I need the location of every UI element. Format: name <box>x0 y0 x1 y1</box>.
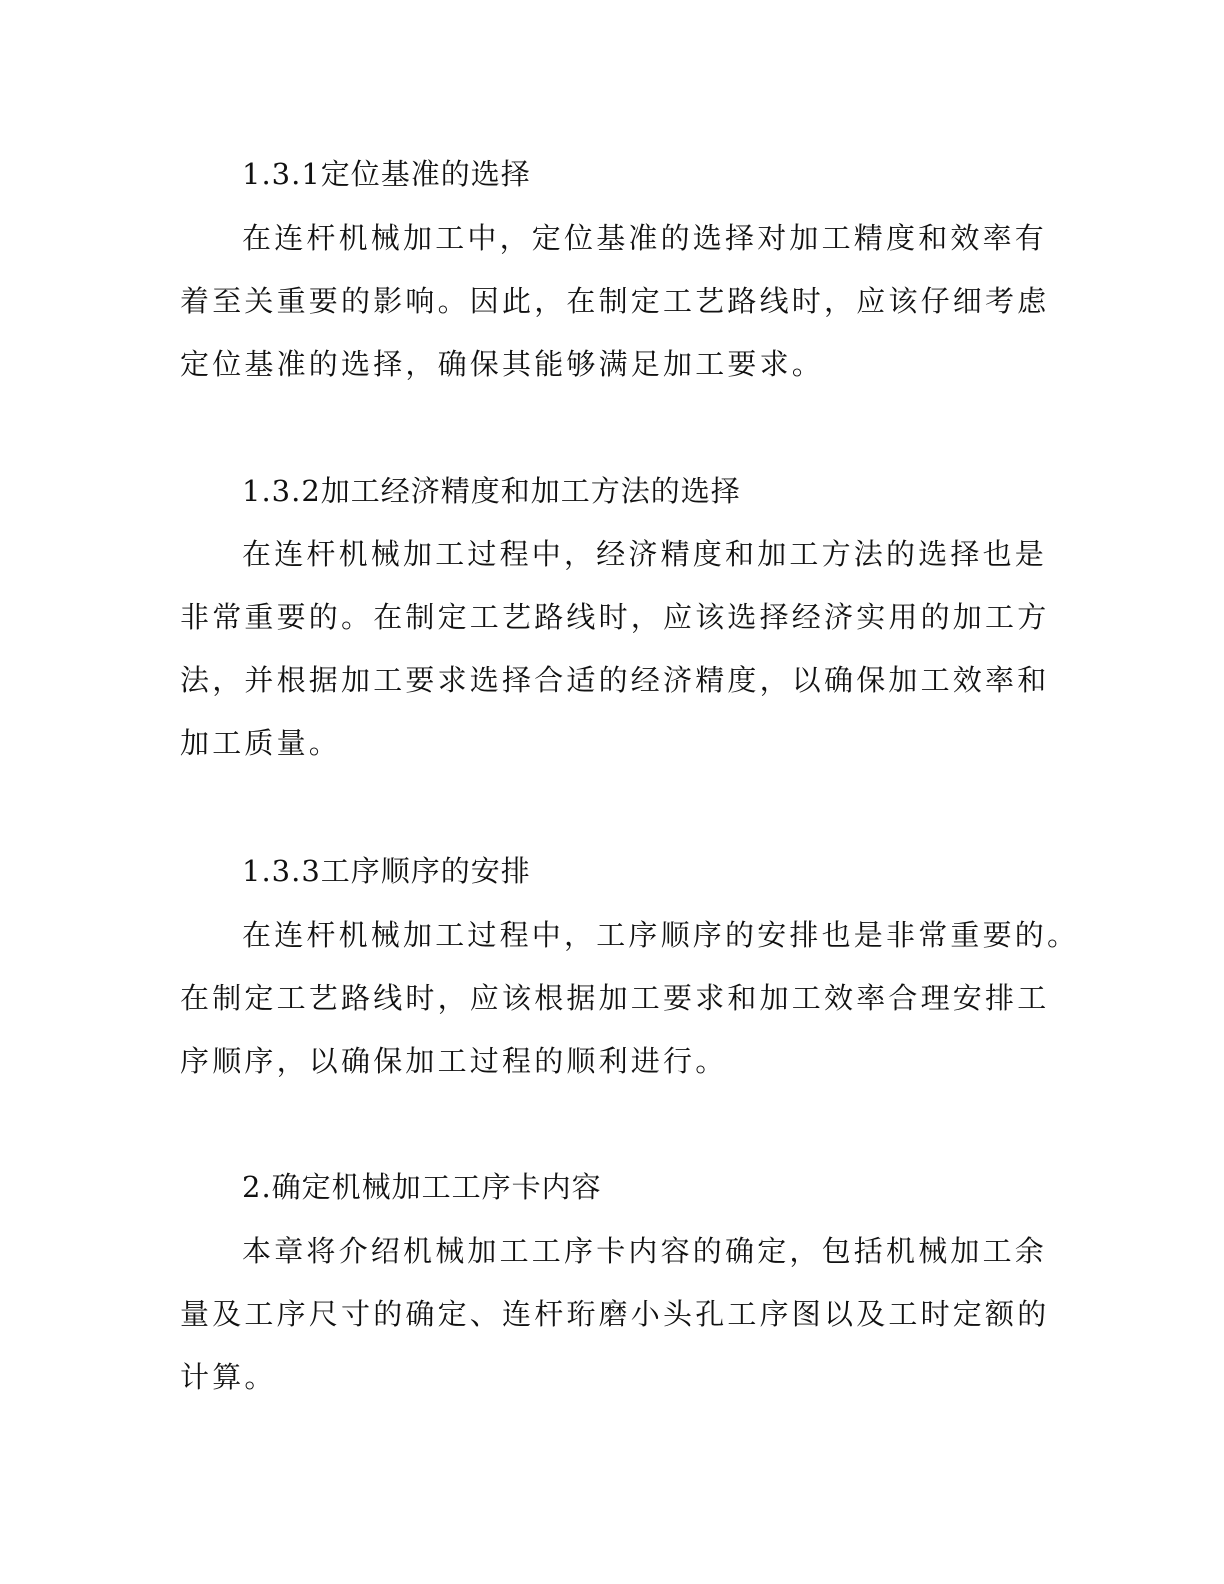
paragraph-line: 在制定工艺路线时，应该根据加工要求和加工效率合理安排工 <box>180 981 1050 1015</box>
paragraph-line: 量及工序尺寸的确定、连杆珩磨小头孔工序图以及工时定额的 <box>180 1297 1050 1331</box>
section-heading-1-3-3: 1.3.3工序顺序的安排 <box>242 854 531 888</box>
paragraph-line: 加工质量。 <box>180 726 342 760</box>
section-heading-2: 2.确定机械加工工序卡内容 <box>242 1170 602 1204</box>
section-paragraph-1-3-3 <box>180 904 1080 1093</box>
paragraph-line: 本章将介绍机械加工工序卡内容的确定，包括机械加工余 <box>242 1234 1048 1268</box>
paragraph-line: 非常重要的。在制定工艺路线时，应该选择经济实用的加工方 <box>180 600 1050 634</box>
section-paragraph-2 <box>180 1220 1080 1409</box>
paragraph-line: 法，并根据加工要求选择合适的经济精度，以确保加工效率和 <box>180 663 1050 697</box>
paragraph-line: 在连杆机械加工过程中，经济精度和加工方法的选择也是 <box>242 537 1048 571</box>
paragraph-line: 在连杆机械加工中，定位基准的选择对加工精度和效率有 <box>242 221 1048 255</box>
section-heading-1-3-1: 1.3.1定位基准的选择 <box>242 157 531 191</box>
paragraph-line: 计算。 <box>180 1360 277 1394</box>
section-paragraph-1-3-1 <box>180 207 1080 396</box>
paragraph-line: 序顺序，以确保加工过程的顺利进行。 <box>180 1044 728 1078</box>
section-paragraph-1-3-2 <box>180 523 1080 775</box>
paragraph-line: 定位基准的选择，确保其能够满足加工要求。 <box>180 347 825 381</box>
section-heading-1-3-2: 1.3.2加工经济精度和加工方法的选择 <box>242 474 741 508</box>
paragraph-line: 着至关重要的影响。因此，在制定工艺路线时，应该仔细考虑 <box>180 284 1050 318</box>
paragraph-line: 在连杆机械加工过程中，工序顺序的安排也是非常重要的。 <box>242 918 1080 952</box>
